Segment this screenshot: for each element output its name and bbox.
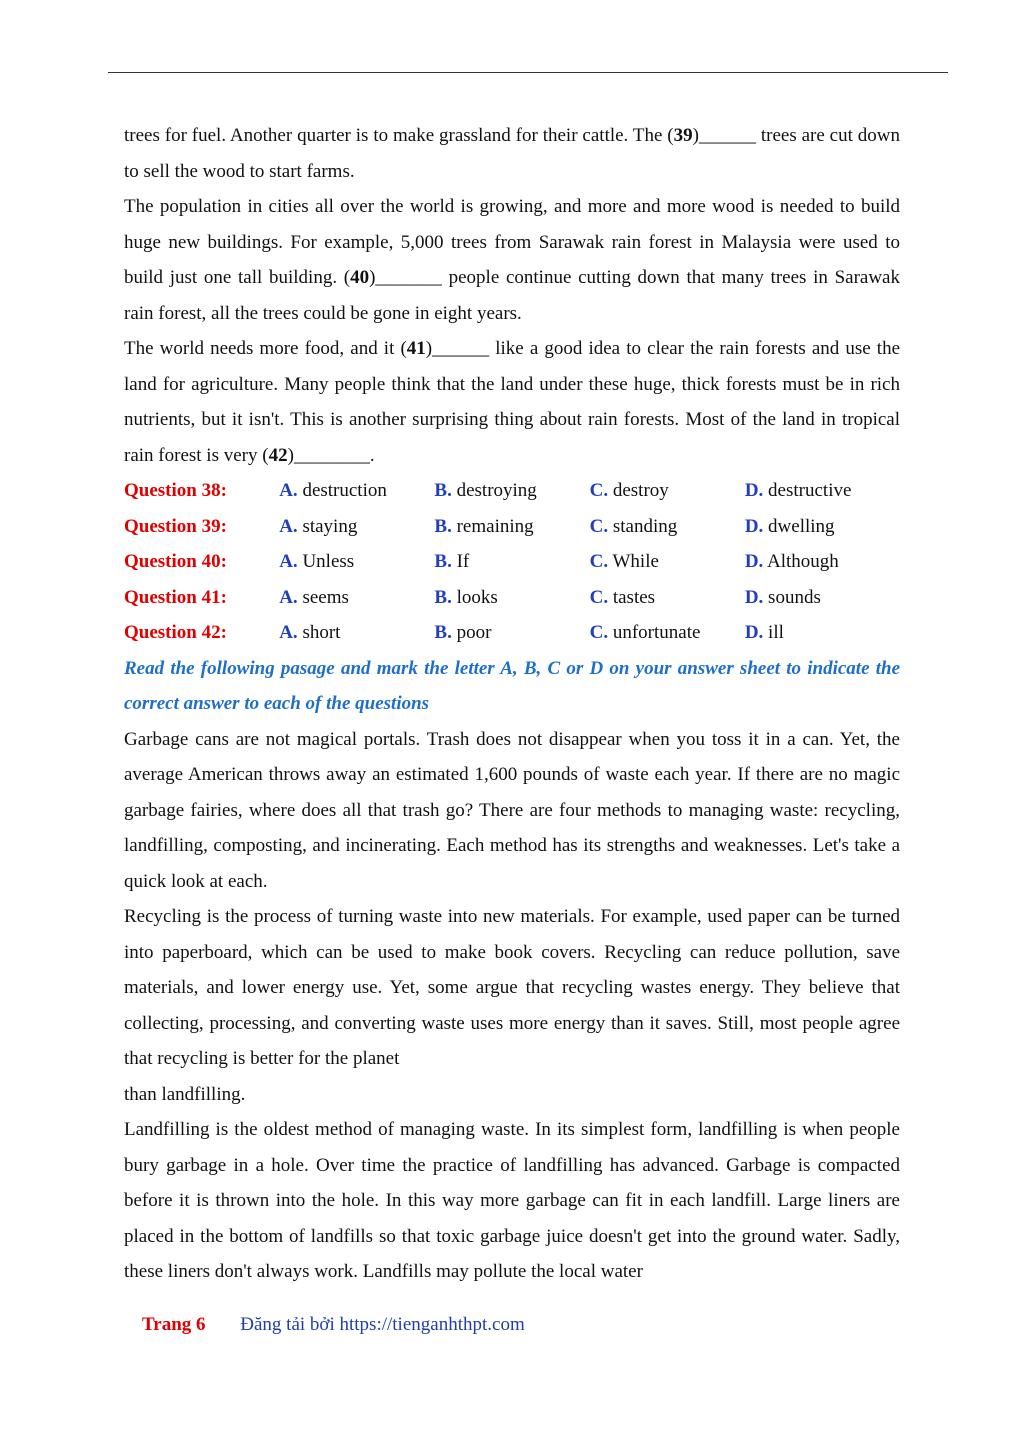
answer-option[interactable] — [590, 580, 745, 616]
question-row — [124, 615, 900, 651]
option-text: seems — [297, 586, 349, 608]
answer-option[interactable] — [434, 473, 589, 509]
option-text: destruction — [297, 480, 387, 501]
blank-number: 40 — [350, 267, 370, 288]
option-text: destructive — [763, 480, 852, 501]
text-run: The population in cities all over the world is growing, and more and more wood is needed to build huge new buildings. For example, 5,000 trees from Sarawak rain forest in Malaysia were used to build just one tall building. ( — [124, 196, 900, 288]
question-row — [124, 473, 900, 509]
option-text: ill — [763, 622, 784, 643]
option-letter: A. — [279, 515, 298, 537]
option-letter: C. — [589, 622, 609, 643]
text-run: )_______ people continue cutting down that many trees in Sarawak rain forest, all the trees could be gone in eight years. — [124, 267, 900, 324]
question-list — [124, 473, 900, 651]
question-label: Question 39: — [124, 515, 227, 537]
answer-option[interactable] — [279, 544, 434, 580]
text-run: )______ like a good idea to clear the rain forests and use the land for agriculture. Many people think that the land under these huge, thick forests must be in rich nutrients, but it isn't. This is another surprising thing about rain forests. Most of the land in tropical rain forest is very ( — [124, 338, 900, 466]
section-instruction: Read the following pasage and mark the letter A, B, C or D on your answer sheet to indicate the correct answer to each of the questions — [124, 657, 900, 714]
footer-source-link[interactable]: Đăng tải bởi https://tienganhthpt.com — [240, 1314, 525, 1335]
question-label: Question 38: — [124, 480, 227, 501]
option-letter: C. — [589, 586, 609, 608]
passage2-paragraph-1: Garbage cans are not magical portals. Trash does not disappear when you toss it in a can. Yet, the average American throws away an estimated 1,600 pounds of waste each year. If there are no magic garbage fairies, where does all that trash go? There are four methods to managing waste: recycling, landfilling, composting, and incinerating. Each method has its strengths and weaknesses. Let's take a quick look at each. — [124, 728, 900, 892]
option-letter: A. — [279, 622, 298, 643]
answer-option[interactable] — [279, 509, 434, 545]
text-run: )________. — [287, 444, 375, 466]
option-letter: C. — [589, 551, 609, 572]
blank-number: 41 — [406, 338, 426, 359]
option-text: staying — [297, 515, 358, 537]
blank-number: 42 — [268, 444, 288, 466]
passage2-paragraph-2: Recycling is the process of turning waste into new materials. For example, used paper can be turned into paperboard, which can be used to make book covers. Recycling can reduce pollution, save materials, and lower energy use. Yet, some argue that recycling wastes energy. They believe that collecting, processing, and converting waste uses more energy than it saves. Still, most people agree that recycling is better for the planet — [124, 906, 900, 1069]
answer-option[interactable] — [590, 509, 745, 545]
question-row — [124, 544, 900, 580]
page-footer — [142, 1314, 525, 1336]
option-letter: B. — [434, 551, 452, 572]
question-row — [124, 509, 900, 545]
option-letter: D. — [744, 515, 764, 537]
option-text: destroy — [608, 480, 669, 501]
passage2-paragraph-3: Landfilling is the oldest method of managing waste. In its simplest form, landfilling is when people bury garbage in a hole. Over time the practice of landfilling has advanced. Garbage is compacted before it is thrown into the hole. In this way more garbage can fit in each landfill. Large liners are placed in the bottom of landfills so that toxic garbage juice doesn't get into the ground water. Sadly, these liners don't always work. Landfills may pollute the local water — [124, 1119, 900, 1282]
text-run: )______ trees are cut down to sell the wood to start farms. — [124, 125, 901, 182]
option-text: dwelling — [763, 515, 835, 537]
option-letter: B. — [434, 480, 452, 501]
passage1-paragraph-1 — [124, 118, 900, 189]
blank-number: 39 — [673, 125, 693, 146]
option-text: remaining — [451, 515, 534, 537]
answer-option[interactable] — [279, 580, 434, 616]
option-letter: B. — [434, 622, 452, 643]
passage1-paragraph-3 — [124, 331, 900, 473]
footer-page-word: Trang — [142, 1314, 192, 1335]
option-letter: D. — [744, 551, 764, 572]
header-rule — [108, 72, 948, 73]
option-letter: B. — [434, 515, 452, 537]
option-letter: B. — [434, 586, 452, 608]
answer-option[interactable] — [590, 615, 745, 651]
question-label: Question 40: — [124, 551, 227, 572]
option-letter: A. — [279, 551, 298, 572]
option-letter: A. — [279, 586, 298, 608]
option-text: destroying — [451, 480, 537, 501]
answer-option[interactable] — [745, 580, 900, 616]
option-text: tastes — [608, 586, 656, 608]
answer-option[interactable] — [434, 615, 589, 651]
text-run: The world needs more food, and it ( — [124, 338, 407, 359]
answer-option[interactable] — [590, 473, 745, 509]
passage2-paragraph-2-continued: than landfilling. — [124, 1083, 246, 1105]
option-letter: D. — [744, 622, 764, 643]
question-label: Question 42: — [124, 622, 227, 643]
option-letter: D. — [744, 480, 764, 501]
option-text: unfortunate — [608, 622, 701, 643]
option-text: If — [451, 551, 470, 572]
answer-option[interactable] — [745, 509, 900, 545]
option-text: looks — [451, 586, 498, 608]
answer-option[interactable] — [745, 473, 900, 509]
option-text: standing — [608, 515, 678, 537]
answer-option[interactable] — [590, 544, 745, 580]
text-run: trees for fuel. Another quarter is to make grassland for their cattle. The ( — [124, 125, 674, 146]
option-text: poor — [451, 622, 492, 643]
question-row — [124, 580, 900, 616]
option-letter: C. — [589, 480, 609, 501]
option-text: Although — [763, 551, 839, 572]
answer-option[interactable] — [434, 509, 589, 545]
option-letter: D. — [744, 586, 764, 608]
answer-option[interactable] — [745, 544, 900, 580]
answer-option[interactable] — [745, 615, 900, 651]
option-letter: A. — [279, 480, 298, 501]
option-text: Unless — [297, 551, 355, 572]
answer-option[interactable] — [279, 615, 434, 651]
footer-page-number: 6 — [196, 1314, 206, 1335]
question-label: Question 41: — [124, 586, 227, 608]
answer-option[interactable] — [434, 544, 589, 580]
option-letter: C. — [589, 515, 609, 537]
passage1-paragraph-2 — [124, 189, 900, 331]
answer-option[interactable] — [279, 473, 434, 509]
option-text: While — [608, 551, 659, 572]
page-content — [124, 118, 900, 1290]
answer-option[interactable] — [434, 580, 589, 616]
option-text: sounds — [763, 586, 821, 608]
option-text: short — [297, 622, 341, 643]
